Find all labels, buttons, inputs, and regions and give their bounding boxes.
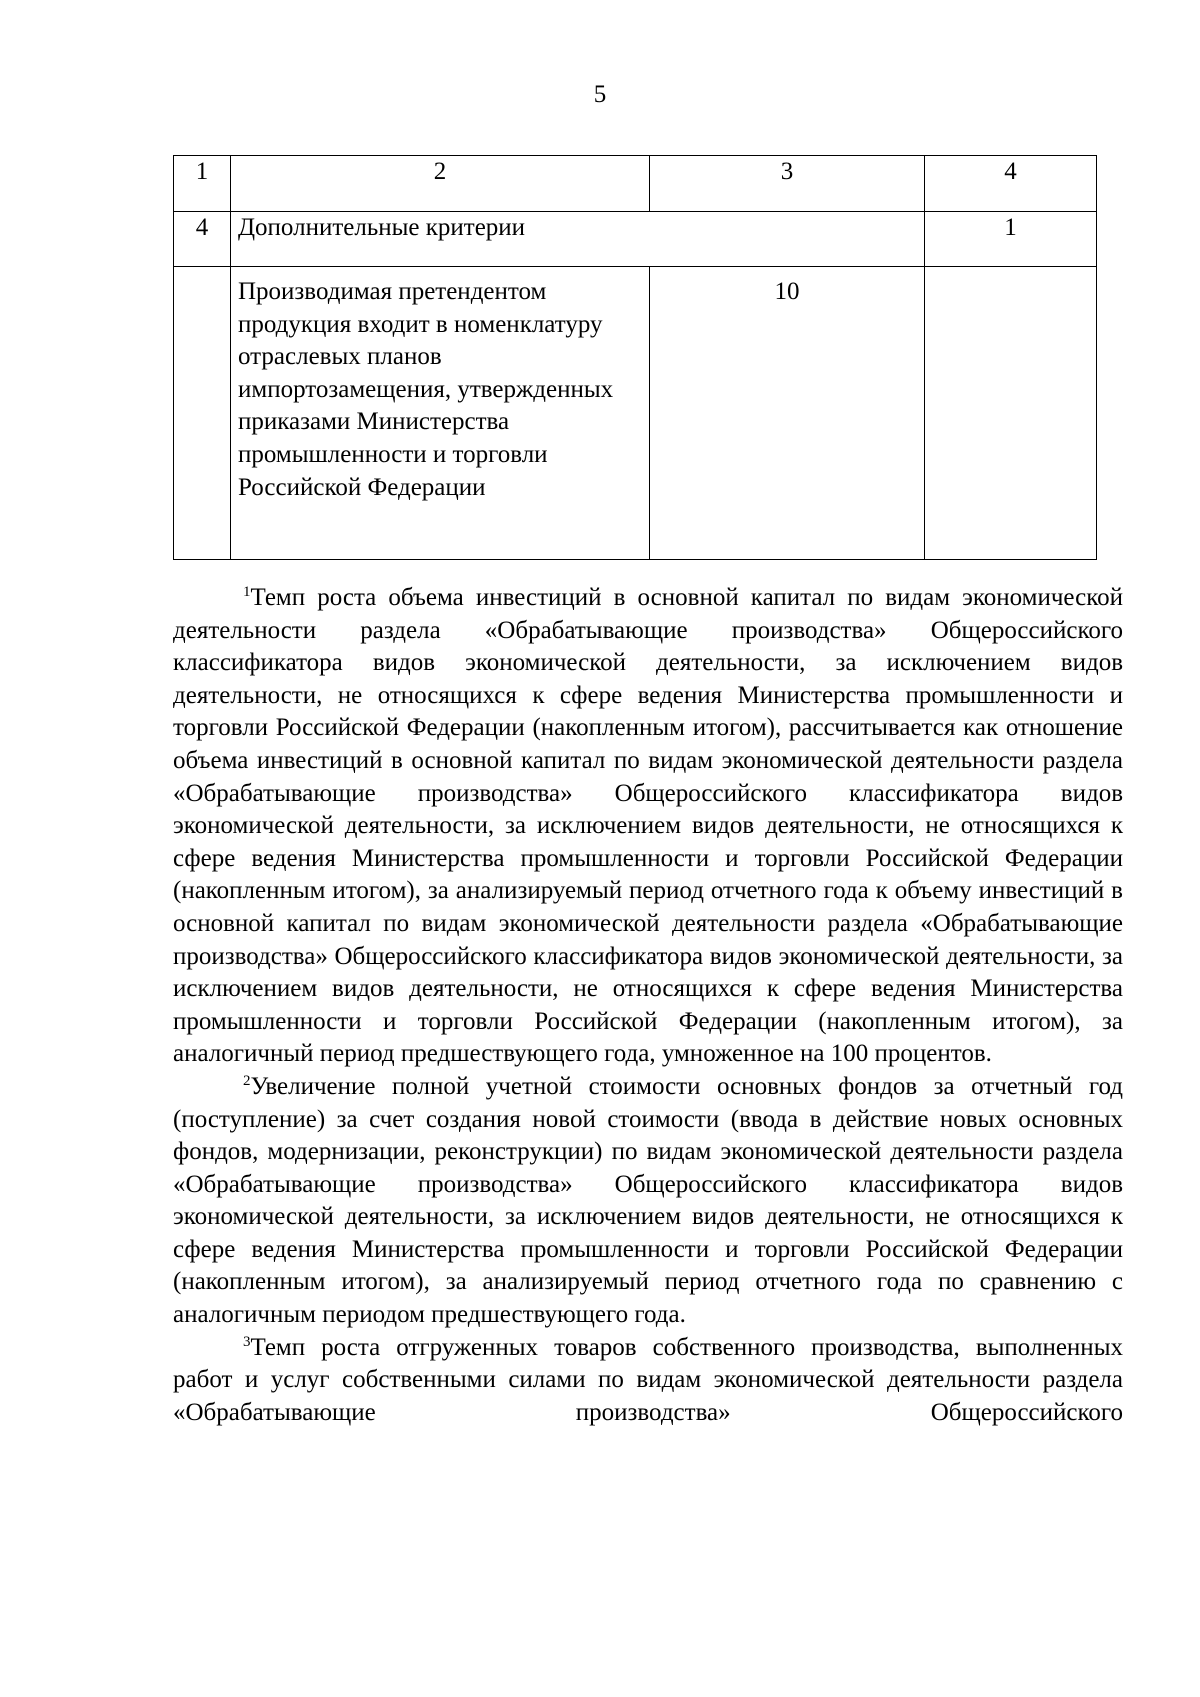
- footnote-3: [173, 1332, 1123, 1430]
- criterion-score: [925, 267, 1097, 560]
- footnote-text-2: Увеличение полной учетной стоимости основных фондов за отчетный год (поступление) за счет создания новой стоимости (ввода в действие новых основных фондов, модернизации, реконструкции) по видам экономической деятельности раздела «Обрабатывающие производства» Общероссийского классификатора видов экономической деятельности, за исключением видов деятельности, не относящихся к сфере ведения Министерства промышленности и торговли Российской Федерации (накопленным итогом), за анализируемый период отчетного года по сравнению с аналогичным периодом предшествующего года.: [173, 1072, 1123, 1329]
- footnote-text-1: Темп роста объема инвестиций в основной капитал по видам экономической деятельности раздела «Обрабатывающие производства» Общероссийского классификатора видов экономической деятельности, за исключением видов деятельности, не относящихся к сфере ведения Министерства промышленности и торговли Российской Федерации (накопленным итогом), рассчитывается как отношение объема инвестиций в основной капитал по видам экономической деятельности раздела «Обрабатывающие производства» Общероссийского классификатора видов экономической деятельности, за исключением видов деятельности, не относящихся к сфере ведения Министерства промышленности и торговли Российской Федерации (накопленным итогом), за анализируемый период отчетного года к объему инвестиций в основной капитал по видам экономической деятельности раздела «Обрабатывающие производства» Общероссийского классификатора видов экономической деятельности, за исключением видов деятельности, не относящихся к сфере ведения Министерства промышленности и торговли Российской Федерации (накопленным итогом), за аналогичный период предшествующего года, умноженное на 100 процентов.: [173, 584, 1123, 1068]
- criterion-value: 10: [650, 267, 925, 560]
- footnote-marker-2: 2: [243, 1072, 251, 1089]
- section-number: 4: [174, 212, 231, 267]
- page-number: 5: [593, 81, 607, 108]
- footnote-2: [173, 1071, 1123, 1332]
- criteria-table: [173, 155, 1097, 560]
- column-number-2: 2: [231, 156, 650, 212]
- section-row: [174, 212, 1097, 267]
- footnote-marker-1: 1: [243, 584, 251, 600]
- section-score: 1: [925, 212, 1097, 267]
- footnote-marker-3: 3: [243, 1333, 251, 1350]
- column-number-1: 1: [174, 156, 231, 212]
- column-number-4: 4: [925, 156, 1097, 212]
- criterion-row: [174, 267, 1097, 560]
- criterion-description: Производимая претендентом продукция входит в номенклатуру отраслевых планов импортозамещения, утвержденных приказами Министерства промышленности и торговли Российской Федерации: [231, 267, 650, 560]
- footnotes: [173, 582, 1123, 1429]
- criterion-number: [174, 267, 231, 560]
- column-number-3: 3: [650, 156, 925, 212]
- footnote-text-3: Темп роста отгруженных товаров собственного производства, выполненных работ и услуг собственными силами по видам экономической деятельности раздела «Обрабатывающие производства» Общероссийского: [173, 1333, 1123, 1426]
- section-label: Дополнительные критерии: [231, 212, 925, 267]
- footnote-1: [173, 582, 1123, 1071]
- table-header-row: [174, 156, 1097, 212]
